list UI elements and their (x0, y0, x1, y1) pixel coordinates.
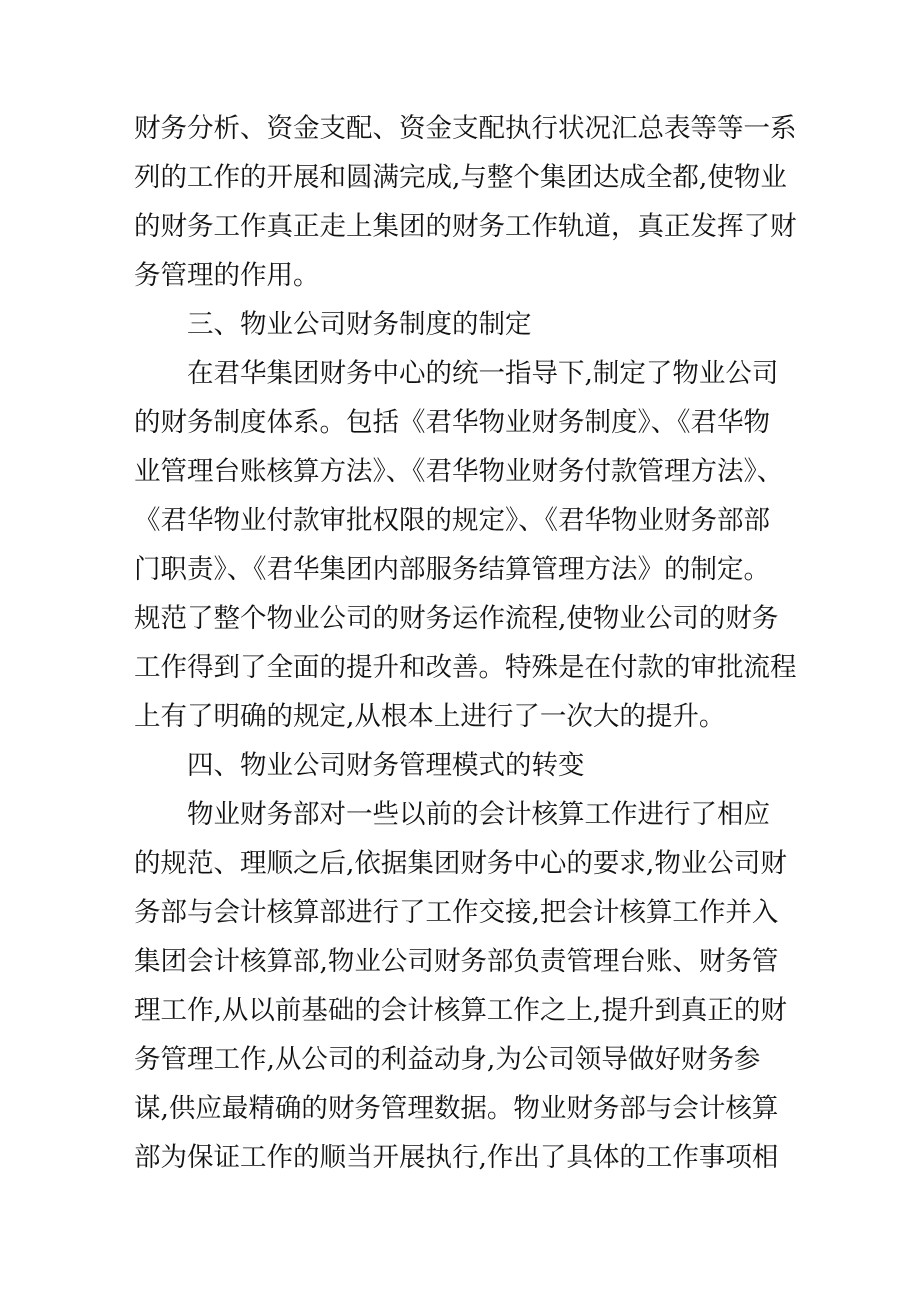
section-heading: 三、物业公司财务制度的制定 (187, 309, 532, 340)
section-heading: 四、物业公司财务管理模式的转变 (187, 750, 585, 781)
text-line: 部为保证工作的顺当开展执行,作出了具体的工作事项相 (134, 1142, 779, 1173)
text-line: 《君华物业付款审批权限的规定》、《君华物业财务部部 (134, 505, 770, 536)
text-line: 的财务制度体系。包括《君华物业财务制度》、《君华物 (134, 407, 770, 438)
text-line: 门职责》、《君华集团内部服务结算管理方法》的制定。 (134, 554, 770, 585)
text-line: 理工作,从以前基础的会计核算工作之上,提升到真正的财 (134, 995, 787, 1026)
text-line: 务管理工作,从公司的利益动身,为公司领导做好财务参 (134, 1044, 761, 1075)
text-line: 财务分析、资金支配、资金支配执行状况汇总表等等一系 (134, 113, 797, 144)
text-line: 业管理台账核算方法》、《君华物业财务付款管理方法》、 (134, 456, 784, 487)
text-line: 务管理的作用。 (134, 260, 320, 291)
text-line: 列的工作的开展和圆满完成,与整个集团达成全都,使物业 (134, 162, 787, 193)
text-line: 务部与会计核算部进行了工作交接,把会计核算工作并入 (134, 897, 779, 928)
text-line: 的规范、理顺之后,依据集团财务中心的要求,物业公司财 (134, 848, 787, 879)
text-line: 谋,供应最精确的财务管理数据。物业财务部与会计核算 (134, 1093, 779, 1124)
paragraph-first-line: 物业财务部对一些以前的会计核算工作进行了相应 (187, 799, 770, 830)
text-line: 集团会计核算部,物业公司财务部负责管理台账、财务管 (134, 946, 779, 977)
text-line: 工作得到了全面的提升和改善。特殊是在付款的审批流程 (134, 652, 797, 683)
text-line: 的财务工作真正走上集团的财务工作轨道，真正发挥了财 (134, 211, 797, 242)
paragraph-first-line: 在君华集团财务中心的统一指导下,制定了物业公司 (187, 358, 779, 389)
text-line: 上有了明确的规定,从根本上进行了一次大的提升。 (134, 701, 726, 732)
text-line: 规范了整个物业公司的财务运作流程,使物业公司的财务 (134, 603, 779, 634)
